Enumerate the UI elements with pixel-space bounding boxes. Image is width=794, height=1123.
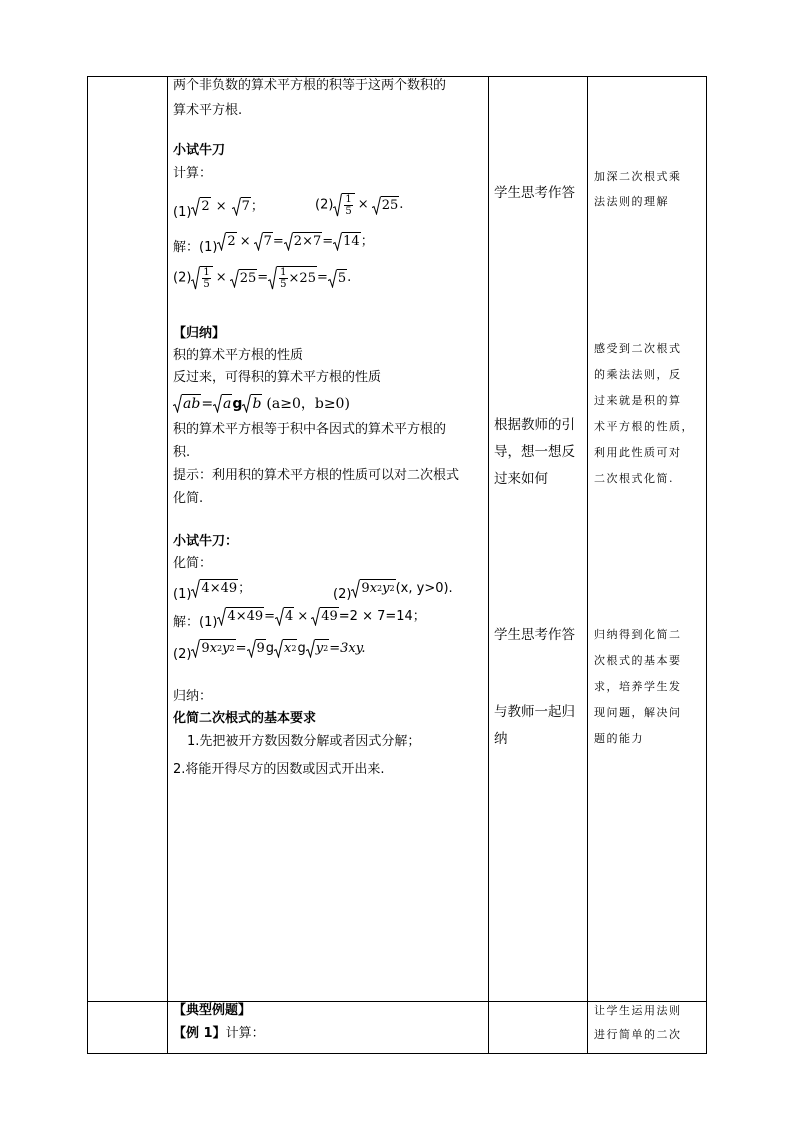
- table-bottom-border: [87, 1053, 707, 1054]
- try1-problem2-label: (2): [315, 197, 334, 213]
- guina-formula: ab = a g b (a≥0，b≥0): [173, 394, 350, 418]
- try1-solution2: [173, 266, 351, 290]
- try2-problem2-formula: 9 x 2 y 2 (x, y>0).: [351, 579, 452, 598]
- table-col-divider-1: [167, 76, 168, 1054]
- try2-problem1: [173, 579, 251, 604]
- try2-solution1: [173, 607, 426, 632]
- try2-problem1-label: (1): [173, 587, 192, 602]
- student-activity-4-line2: 纳: [494, 731, 508, 747]
- example1-label: 【例 1】: [173, 1026, 226, 1041]
- design-note-2-line5: 利用此性质可对: [594, 446, 682, 459]
- design-note-2-line3: 过来就是积的算: [594, 394, 682, 407]
- try2-problem1-formula: 4×49 ；: [191, 579, 251, 598]
- try1-instruction: 计算：: [173, 166, 213, 181]
- guina-line5: 提示：利用积的算术平方根的性质可以对二次根式: [173, 468, 460, 483]
- try1-solution1-formula: 2 × 7 = 2×7 = 14 ；: [217, 232, 373, 251]
- rule-statement-line1: 两个非负数的算术平方根的积等于这两个数积的: [173, 78, 447, 93]
- student-activity-1: 学生思考作答: [494, 185, 575, 201]
- table-right-border: [706, 76, 707, 1054]
- guina-line6: 化简.: [173, 491, 204, 506]
- table-left-border: [87, 76, 88, 1054]
- example-section-title: 【典型例题】: [173, 1003, 252, 1018]
- design-note-2-line4: 术平方根的性质，: [594, 420, 694, 433]
- try1-solution-label: 解：(1): [173, 240, 218, 255]
- example1-text: 计算：: [225, 1026, 265, 1041]
- try2-solution2-label: (2): [173, 647, 192, 662]
- design-note-4-line2: 进行简单的二次: [594, 1028, 682, 1041]
- student-activity-4-line1: 与教师一起归: [494, 704, 575, 720]
- try2-problem2-condition: (x, y>0).: [395, 580, 453, 596]
- try1-solution2-formula: $\frac{1}{5}$ × 25 = $\frac{1}{5}$ ×25 = 5 .: [191, 266, 351, 290]
- summary-item1: 1.先把被开方数因数分解或者因式分解；: [187, 734, 421, 749]
- student-activity-2-line3: 过来如何: [494, 471, 548, 487]
- student-activity-3: 学生思考作答: [494, 627, 575, 643]
- design-note-3-line3: 求，培养学生发: [594, 680, 682, 693]
- try2-solution1-result: =2 × 7=14；: [338, 608, 426, 624]
- rule-statement-line2: 算术平方根.: [173, 103, 243, 118]
- try1-problem2: [315, 193, 403, 217]
- guina-line4: 积.: [173, 445, 191, 460]
- design-note-2-line6: 二次根式化简.: [594, 472, 674, 485]
- design-note-3-line4: 现问题，解决问: [594, 706, 682, 719]
- try2-instruction: 化简：: [173, 556, 213, 571]
- design-note-3-line2: 次根式的基本要: [594, 654, 682, 667]
- design-note-2-line1: 感受到二次根式: [594, 342, 682, 355]
- try2-solution2: [173, 639, 365, 664]
- design-note-3-line1: 归纳得到化简二: [594, 628, 682, 641]
- try1-problem2-formula: $\frac{1}{5}$ × 25 .: [333, 193, 403, 217]
- try1-problem1-formula: 2 × 7 ；: [191, 197, 263, 216]
- summary-label: 归纳：: [173, 689, 213, 704]
- design-note-1-line2: 法法则的理解: [594, 195, 669, 208]
- design-note-2-line2: 的乘法法则，反: [594, 368, 682, 381]
- design-note-3-line5: 题的能力: [594, 732, 644, 745]
- summary-title: 化简二次根式的基本要求: [173, 711, 317, 726]
- try1-problem1: [173, 197, 264, 222]
- guina-formula-condition: (a≥0，b≥0): [266, 395, 350, 412]
- example1-line: [173, 1025, 265, 1043]
- try1-solution1: [173, 232, 374, 257]
- guina-line1: 积的算术平方根的性质: [173, 348, 304, 363]
- try1-solution2-label: (2): [173, 270, 192, 286]
- try2-solution-label: 解：(1): [173, 615, 218, 630]
- try1-title: 小试牛刀: [173, 143, 226, 158]
- student-activity-2-line2: 导，想一想反: [494, 444, 575, 460]
- student-activity-2-line1: 根据教师的引: [494, 417, 575, 433]
- guina-line3: 积的算术平方根等于积中各因式的算术平方根的: [173, 422, 447, 437]
- try2-solution2-result: =3xy.: [329, 640, 366, 656]
- try2-problem2: [333, 579, 453, 604]
- design-note-1-line1: 加深二次根式乘: [594, 170, 682, 183]
- try1-problem1-label: (1): [173, 205, 192, 220]
- guina-line2: 反过来，可得积的算术平方根的性质: [173, 370, 382, 385]
- try2-solution2-formula: 9 x 2 y 2 = 9 g x 2 g y 2 =3xy.: [191, 639, 365, 658]
- try2-problem2-label: (2): [333, 587, 352, 602]
- try2-solution1-formula: 4×49 = 4 × 49 =2 × 7=14；: [217, 607, 425, 626]
- table-col-divider-2: [488, 76, 489, 1054]
- try2-title: 小试牛刀：: [173, 534, 239, 549]
- summary-item2: 2.将能开得尽方的因数或因式开出来.: [173, 762, 385, 777]
- guina-title: 【归纳】: [173, 326, 226, 341]
- table-col-divider-3: [587, 76, 588, 1054]
- design-note-4-line1: 让学生运用法则: [594, 1004, 682, 1017]
